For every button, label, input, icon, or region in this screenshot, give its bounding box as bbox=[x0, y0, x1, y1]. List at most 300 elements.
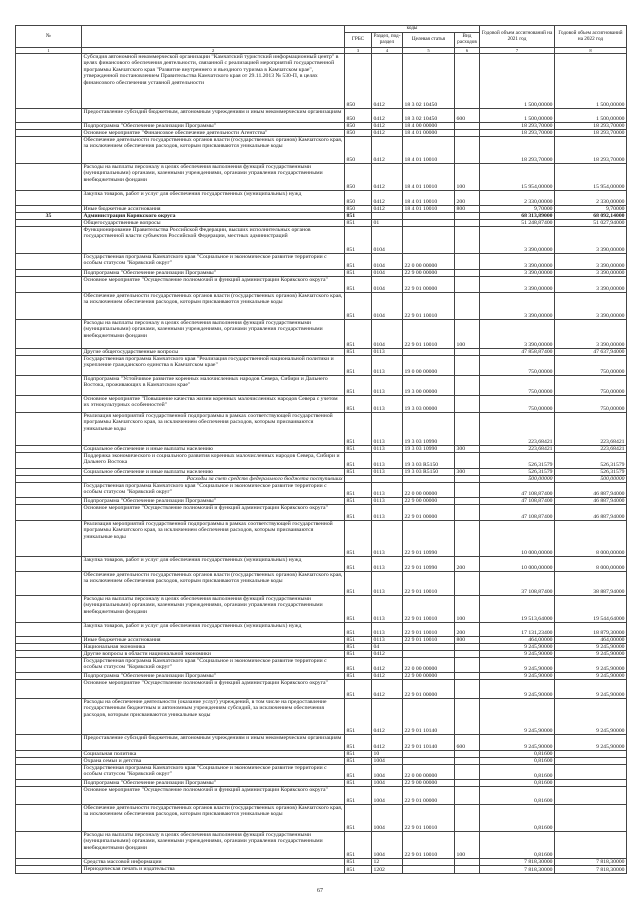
target-article-cell bbox=[403, 751, 455, 758]
section-code-cell: 0113 bbox=[372, 396, 403, 413]
target-article-cell bbox=[403, 476, 455, 483]
target-article-cell: 22 9 01 10010 bbox=[403, 572, 455, 596]
expense-type-cell bbox=[455, 644, 480, 651]
target-article-cell bbox=[403, 651, 455, 658]
table-row bbox=[16, 130, 627, 137]
target-article-cell: 22 9 00 00000 bbox=[403, 780, 455, 787]
target-article-cell: 22 9 00 00000 bbox=[403, 673, 455, 680]
item-name-cell: Расходы на выплаты персоналу в целях обеспечения выполнения функций государственными (муниципальными) органами, казенными учреждениями, органами управления государственными внебюджетными фондами bbox=[82, 164, 345, 191]
grbs-code-cell: 850 bbox=[345, 123, 372, 130]
table-row bbox=[16, 521, 627, 557]
amount-2022-cell: 9 245,90000 bbox=[555, 673, 627, 680]
amount-2021-cell: 7 818,30000 bbox=[480, 859, 555, 866]
table-row bbox=[16, 680, 627, 699]
amount-2021-cell: 0,81600 bbox=[480, 832, 555, 859]
target-article-cell: 22 0 00 00000 bbox=[403, 254, 455, 270]
column-header-section: Раздел, под-раздел bbox=[372, 33, 403, 48]
table-row bbox=[16, 220, 627, 227]
row-number-cell bbox=[16, 227, 82, 254]
expense-type-cell: 100 bbox=[455, 320, 480, 349]
column-index-cell: 4 bbox=[372, 48, 403, 54]
grbs-code-cell: 851 bbox=[345, 805, 372, 832]
amount-2022-cell: 9 245,90000 bbox=[555, 735, 627, 751]
row-number-cell bbox=[16, 206, 82, 213]
expense-type-cell: 100 bbox=[455, 596, 480, 623]
column-index-cell: 8 bbox=[555, 48, 627, 54]
grbs-code-cell bbox=[345, 476, 372, 483]
expense-type-cell bbox=[455, 54, 480, 109]
item-name-cell: Расходы на выплаты персоналу в целях обеспечения выполнения функций государственными (муниципальными) органами, казенными учреждениями, органами управления государственными внебюджетными фондами bbox=[82, 832, 345, 859]
amount-2021-cell: 3 390,00000 bbox=[480, 227, 555, 254]
column-header-2021: Годовой объем ассигнований на 2021 год bbox=[480, 26, 555, 48]
amount-2022-cell: 3 390,00000 bbox=[555, 293, 627, 320]
expense-type-cell bbox=[455, 376, 480, 396]
row-number-cell bbox=[16, 651, 82, 658]
target-article-cell: 22 9 01 10140 bbox=[403, 735, 455, 751]
expense-type-cell bbox=[455, 521, 480, 557]
amount-2021-cell: 47 858,87400 bbox=[480, 349, 555, 356]
row-number-cell bbox=[16, 859, 82, 866]
amount-2022-cell: 46 887,94000 bbox=[555, 498, 627, 505]
grbs-code-cell: 851 bbox=[345, 277, 372, 293]
item-name-cell: Подпрограмма "Обеспечение реализации Программы" bbox=[82, 673, 345, 680]
amount-2022-cell: 750,00000 bbox=[555, 376, 627, 396]
amount-2021-cell: 3 390,00000 bbox=[480, 254, 555, 270]
item-name-cell: Реализация мероприятий государственной подпрограммы в рамках соответствующей государственной программы Камчатского края, за исключением обеспечения расходов, которым присваиваются уникальные коды bbox=[82, 413, 345, 446]
item-name-cell: Социальная политика bbox=[82, 751, 345, 758]
grbs-code-cell: 850 bbox=[345, 137, 372, 164]
table-row bbox=[16, 866, 627, 874]
item-name-cell: Обеспечение деятельности государственных органов власти (государственных органов) Камчатского края, за исключением обеспечения расходов, которым присваиваются уникальные коды bbox=[82, 572, 345, 596]
table-row bbox=[16, 191, 627, 206]
grbs-code-cell: 850 bbox=[345, 109, 372, 123]
target-article-cell: 22 0 00 00000 bbox=[403, 765, 455, 780]
grbs-code-cell: 851 bbox=[345, 376, 372, 396]
grbs-code-cell: 851 bbox=[345, 483, 372, 498]
row-number-cell bbox=[16, 413, 82, 446]
table-row bbox=[16, 483, 627, 498]
row-number-cell bbox=[16, 376, 82, 396]
amount-2021-cell: 68 313,89000 bbox=[480, 213, 555, 220]
expense-type-cell bbox=[455, 254, 480, 270]
row-number-cell bbox=[16, 349, 82, 356]
column-index-cell: 1 bbox=[16, 48, 82, 54]
expense-type-cell bbox=[455, 356, 480, 376]
expense-type-cell bbox=[455, 498, 480, 505]
expense-type-cell bbox=[455, 805, 480, 832]
amount-2021-cell: 17 131,23400 bbox=[480, 623, 555, 637]
row-number-cell bbox=[16, 164, 82, 191]
amount-2022-cell bbox=[555, 832, 627, 859]
section-code-cell: 12 bbox=[372, 859, 403, 866]
section-code-cell: 0113 bbox=[372, 505, 403, 521]
row-number-cell bbox=[16, 637, 82, 644]
row-number-cell bbox=[16, 805, 82, 832]
item-name-cell: Основное мероприятие "Осуществление полномочий и функций администрации Корякского округа" bbox=[82, 680, 345, 699]
target-article-cell bbox=[403, 349, 455, 356]
row-number-cell bbox=[16, 557, 82, 572]
target-article-cell: 18 4 01 10010 bbox=[403, 164, 455, 191]
row-number-cell bbox=[16, 277, 82, 293]
section-code-cell: 1004 bbox=[372, 765, 403, 780]
section-code-cell: 0412 bbox=[372, 123, 403, 130]
section-code-cell: 0104 bbox=[372, 277, 403, 293]
target-article-cell: 22 9 01 10010 bbox=[403, 832, 455, 859]
grbs-code-cell: 851 bbox=[345, 505, 372, 521]
expense-type-cell: 200 bbox=[455, 191, 480, 206]
amount-2021-cell: 1 500,00000 bbox=[480, 54, 555, 109]
section-code-cell: 0412 bbox=[372, 651, 403, 658]
expense-type-cell: 600 bbox=[455, 735, 480, 751]
expense-type-cell bbox=[455, 780, 480, 787]
row-number-cell bbox=[16, 832, 82, 859]
section-code-cell: 0113 bbox=[372, 557, 403, 572]
target-article-cell: 22 9 01 10010 bbox=[403, 623, 455, 637]
target-article-cell: 22 9 01 10990 bbox=[403, 521, 455, 557]
expense-type-cell bbox=[455, 651, 480, 658]
item-name-cell: Подпрограмма "Устойчивое развитие коренных малочисленных народов Севера, Сибири и Дальнего Востока, проживающих в Камчатском крае" bbox=[82, 376, 345, 396]
grbs-code-cell: 850 bbox=[345, 206, 372, 213]
table-row bbox=[16, 758, 627, 765]
section-code-cell: 0104 bbox=[372, 254, 403, 270]
grbs-code-cell: 851 bbox=[345, 765, 372, 780]
row-number-cell bbox=[16, 254, 82, 270]
grbs-code-cell: 851 bbox=[345, 396, 372, 413]
table-row bbox=[16, 413, 627, 446]
column-index-cell: 3 bbox=[345, 48, 372, 54]
table-row bbox=[16, 787, 627, 805]
section-code-cell: 1004 bbox=[372, 832, 403, 859]
item-name-cell: Предоставление субсидий бюджетным, автономным учреждениям и иным некоммерческим организациям bbox=[82, 735, 345, 751]
grbs-code-cell: 851 bbox=[345, 413, 372, 446]
section-code-cell: 0113 bbox=[372, 483, 403, 498]
expense-type-cell bbox=[455, 483, 480, 498]
item-name-cell: Обеспечение деятельности государственных органов власти (государственных органов) Камчатского края, за исключением обеспечения расходов, которым присваиваются уникальные коды bbox=[82, 293, 345, 320]
table-row bbox=[16, 859, 627, 866]
grbs-code-cell: 851 bbox=[345, 572, 372, 596]
grbs-code-cell: 850 bbox=[345, 130, 372, 137]
item-name-cell: Подпрограмма "Обеспечение реализации Программы" bbox=[82, 780, 345, 787]
item-name-cell: Закупка товаров, работ и услуг для обеспечения государственных (муниципальных) нужд bbox=[82, 623, 345, 637]
expense-type-cell bbox=[455, 270, 480, 277]
expense-type-cell: 100 bbox=[455, 832, 480, 859]
section-code-cell: 0113 bbox=[372, 349, 403, 356]
target-article-cell: 22 9 00 00000 bbox=[403, 498, 455, 505]
target-article-cell: 19 0 00 00000 bbox=[403, 356, 455, 376]
table-row bbox=[16, 213, 627, 220]
amount-2022-cell bbox=[555, 758, 627, 765]
section-code-cell: 0113 bbox=[372, 413, 403, 446]
amount-2021-cell: 750,00000 bbox=[480, 396, 555, 413]
row-number-cell bbox=[16, 765, 82, 780]
amount-2021-cell: 10 000,00000 bbox=[480, 557, 555, 572]
amount-2021-cell: 15 954,00000 bbox=[480, 164, 555, 191]
table-row bbox=[16, 805, 627, 832]
row-number-cell bbox=[16, 644, 82, 651]
item-name-cell: Расходы за счет средств федерального бюджета поступивших bbox=[82, 476, 345, 483]
item-name-cell: Другие общегосударственные вопросы bbox=[82, 349, 345, 356]
table-row bbox=[16, 206, 627, 213]
page-number: 67 bbox=[317, 888, 323, 894]
section-code-cell: 0412 bbox=[372, 54, 403, 109]
item-name-cell: Основное мероприятие "Повышение качества жизни коренных малочисленных народов Севера с учетом их этнокультурных особенностей" bbox=[82, 396, 345, 413]
amount-2022-cell: 1 500,00000 bbox=[555, 109, 627, 123]
section-code-cell: 0412 bbox=[372, 109, 403, 123]
column-header-2022: Годовой объем ассигнований на 2022 год bbox=[555, 26, 627, 48]
item-name-cell: Поддержка экономического и социального развития коренных малочисленных народов Севера, Сибири и Дальнего Востока bbox=[82, 453, 345, 469]
amount-2021-cell: 9 245,90000 bbox=[480, 673, 555, 680]
grbs-code-cell: 851 bbox=[345, 498, 372, 505]
section-code-cell: 10 bbox=[372, 751, 403, 758]
grbs-code-cell: 851 bbox=[345, 557, 372, 572]
section-code-cell: 0412 bbox=[372, 137, 403, 164]
amount-2021-cell: 223,68421 bbox=[480, 446, 555, 453]
expense-type-cell: 200 bbox=[455, 623, 480, 637]
section-code-cell: 0104 bbox=[372, 320, 403, 349]
amount-2021-cell: 3 390,00000 bbox=[480, 270, 555, 277]
item-name-cell: Расходы на обеспечение деятельности (оказание услуг) учреждений, в том числе на предоставление государственным бюджетным и автономным учреждениям субсидий, за исключением обеспечения расходов, которым присваиваются уникальные коды bbox=[82, 699, 345, 735]
item-name-cell: Подпрограмма "Обеспечение реализации Программы" bbox=[82, 498, 345, 505]
section-code-cell: 0113 bbox=[372, 498, 403, 505]
amount-2021-cell: 3 390,00000 bbox=[480, 277, 555, 293]
expense-type-cell bbox=[455, 758, 480, 765]
target-article-cell: 18 4 01 10010 bbox=[403, 191, 455, 206]
target-article-cell: 22 9 01 10010 bbox=[403, 320, 455, 349]
table-row bbox=[16, 623, 627, 637]
amount-2022-cell: 15 954,00000 bbox=[555, 164, 627, 191]
grbs-code-cell: 851 bbox=[345, 832, 372, 859]
amount-2021-cell: 526,31579 bbox=[480, 469, 555, 476]
target-article-cell: 22 9 01 10010 bbox=[403, 293, 455, 320]
item-name-cell: Национальная экономика bbox=[82, 644, 345, 651]
amount-2021-cell: 18 293,70000 bbox=[480, 137, 555, 164]
amount-2022-cell: 3 390,00000 bbox=[555, 227, 627, 254]
row-number-cell bbox=[16, 453, 82, 469]
section-code-cell: 0113 bbox=[372, 623, 403, 637]
row-number-cell bbox=[16, 123, 82, 130]
expense-type-cell: 300 bbox=[455, 446, 480, 453]
item-name-cell: Администрация Корякского округа bbox=[82, 213, 345, 220]
column-index-cell: 6 bbox=[455, 48, 480, 54]
amount-2021-cell: 18 293,70000 bbox=[480, 123, 555, 130]
grbs-code-cell: 851 bbox=[345, 787, 372, 805]
amount-2021-cell: 9 245,90000 bbox=[480, 680, 555, 699]
target-article-cell bbox=[403, 644, 455, 651]
expense-type-cell: 100 bbox=[455, 164, 480, 191]
target-article-cell: 19 3 00 00000 bbox=[403, 376, 455, 396]
grbs-code-cell: 851 bbox=[345, 596, 372, 623]
table-row bbox=[16, 572, 627, 596]
grbs-code-cell: 851 bbox=[345, 859, 372, 866]
row-number-cell bbox=[16, 476, 82, 483]
amount-2022-cell bbox=[555, 765, 627, 780]
section-code-cell: 0113 bbox=[372, 356, 403, 376]
target-article-cell: 18 4 01 10010 bbox=[403, 137, 455, 164]
amount-2022-cell: 2 330,00000 bbox=[555, 191, 627, 206]
table-body bbox=[16, 54, 627, 874]
expense-type-cell bbox=[455, 680, 480, 699]
expense-type-cell bbox=[455, 396, 480, 413]
expense-type-cell bbox=[455, 130, 480, 137]
item-name-cell: Периодическая печать и издательства bbox=[82, 866, 345, 874]
item-name-cell: Социальное обеспечение и иные выплаты населению bbox=[82, 469, 345, 476]
row-number-cell bbox=[16, 866, 82, 874]
expense-type-cell: 300 bbox=[455, 469, 480, 476]
item-name-cell: Государственная программа Камчатского края "Социальное и экономическое развитие территории с особым статусом "Корякский округ" bbox=[82, 483, 345, 498]
amount-2021-cell: 0,81600 bbox=[480, 751, 555, 758]
amount-2022-cell: 526,31579 bbox=[555, 453, 627, 469]
table-row bbox=[16, 498, 627, 505]
amount-2021-cell: 0,81600 bbox=[480, 765, 555, 780]
grbs-code-cell: 851 bbox=[345, 213, 372, 220]
expense-type-cell bbox=[455, 572, 480, 596]
target-article-cell: 19 3 03 00000 bbox=[403, 396, 455, 413]
grbs-code-cell: 851 bbox=[345, 349, 372, 356]
row-number-cell bbox=[16, 758, 82, 765]
item-name-cell: Обеспечение деятельности государственных органов власти (государственных органов) Камчатского края, за исключением обеспечения расходов, которым присваиваются уникальные коды bbox=[82, 805, 345, 832]
item-name-cell: Закупка товаров, работ и услуг для обеспечения государственных (муниципальных) нужд bbox=[82, 557, 345, 572]
target-article-cell: 18 4 00 00000 bbox=[403, 123, 455, 130]
row-number-cell bbox=[16, 293, 82, 320]
section-code-cell: 0412 bbox=[372, 735, 403, 751]
amount-2021-cell: 3 390,00000 bbox=[480, 293, 555, 320]
column-index-cell: 5 bbox=[403, 48, 455, 54]
grbs-code-cell: 851 bbox=[345, 220, 372, 227]
column-index-cell: 7 bbox=[480, 48, 555, 54]
row-number-cell bbox=[16, 270, 82, 277]
amount-2022-cell: 3 390,00000 bbox=[555, 254, 627, 270]
item-name-cell: Подпрограмма "Обеспечение реализации Программы" bbox=[82, 123, 345, 130]
amount-2021-cell: 500,00000 bbox=[480, 476, 555, 483]
table-row bbox=[16, 446, 627, 453]
expense-type-cell bbox=[455, 227, 480, 254]
amount-2022-cell: 3 390,00000 bbox=[555, 320, 627, 349]
grbs-code-cell: 851 bbox=[345, 623, 372, 637]
grbs-code-cell: 851 bbox=[345, 446, 372, 453]
expense-type-cell bbox=[455, 453, 480, 469]
amount-2022-cell: 7 818,30000 bbox=[555, 866, 627, 874]
table-row bbox=[16, 54, 627, 109]
row-number-cell bbox=[16, 780, 82, 787]
table-row bbox=[16, 476, 627, 483]
table-row bbox=[16, 780, 627, 787]
row-number-cell bbox=[16, 320, 82, 349]
column-header-number: № bbox=[16, 26, 82, 48]
amount-2022-cell: 526,31579 bbox=[555, 469, 627, 476]
grbs-code-cell: 851 bbox=[345, 780, 372, 787]
target-article-cell: 19 3 03 10990 bbox=[403, 413, 455, 446]
target-article-cell: 22 9 01 00000 bbox=[403, 787, 455, 805]
row-number-cell bbox=[16, 130, 82, 137]
target-article-cell: 22 9 01 10140 bbox=[403, 699, 455, 735]
item-name-cell: Иные бюджетные ассигнования bbox=[82, 637, 345, 644]
section-code-cell: 0412 bbox=[372, 206, 403, 213]
row-number-cell bbox=[16, 596, 82, 623]
table-row bbox=[16, 123, 627, 130]
amount-2021-cell: 10 000,00000 bbox=[480, 521, 555, 557]
section-code-cell: 0412 bbox=[372, 164, 403, 191]
item-name-cell: Расходы на выплаты персоналу в целях обеспечения выполнения функций государственными (муниципальными) органами, казенными учреждениями, органами управления государственными внебюджетными фондами bbox=[82, 596, 345, 623]
column-header-expense-type: Вид расходов bbox=[455, 33, 480, 48]
section-code-cell bbox=[372, 213, 403, 220]
amount-2022-cell: 9 245,90000 bbox=[555, 680, 627, 699]
expense-type-cell: 600 bbox=[455, 109, 480, 123]
item-name-cell: Обеспечение деятельности государственных органов власти (государственных органов) Камчатского края, за исключением обеспечения расходов, которым присваиваются уникальные коды bbox=[82, 137, 345, 164]
grbs-code-cell: 851 bbox=[345, 751, 372, 758]
section-code-cell: 0412 bbox=[372, 680, 403, 699]
row-number-cell bbox=[16, 751, 82, 758]
row-number-cell bbox=[16, 572, 82, 596]
target-article-cell: 18 4 01 00000 bbox=[403, 130, 455, 137]
item-name-cell: Другие вопросы в области национальной экономики bbox=[82, 651, 345, 658]
section-code-cell: 0104 bbox=[372, 293, 403, 320]
target-article-cell: 22 9 01 10010 bbox=[403, 805, 455, 832]
target-article-cell bbox=[403, 758, 455, 765]
amount-2022-cell: 18 293,70000 bbox=[555, 137, 627, 164]
row-number-cell bbox=[16, 137, 82, 164]
amount-2021-cell: 464,00000 bbox=[480, 637, 555, 644]
grbs-code-cell: 851 bbox=[345, 521, 372, 557]
table-row bbox=[16, 396, 627, 413]
section-code-cell: 0113 bbox=[372, 521, 403, 557]
row-number-cell bbox=[16, 498, 82, 505]
target-article-cell bbox=[403, 227, 455, 254]
amount-2022-cell: 38 887,94000 bbox=[555, 572, 627, 596]
grbs-code-cell: 850 bbox=[345, 54, 372, 109]
expense-type-cell bbox=[455, 505, 480, 521]
amount-2022-cell: 223,68421 bbox=[555, 446, 627, 453]
section-code-cell: 1202 bbox=[372, 866, 403, 874]
target-article-cell: 22 9 01 10010 bbox=[403, 596, 455, 623]
table-row bbox=[16, 293, 627, 320]
table-header bbox=[16, 26, 627, 54]
table-row bbox=[16, 505, 627, 521]
table-row bbox=[16, 644, 627, 651]
amount-2021-cell: 2 330,00000 bbox=[480, 191, 555, 206]
amount-2021-cell: 19 513,64000 bbox=[480, 596, 555, 623]
row-number-cell bbox=[16, 191, 82, 206]
table-row bbox=[16, 751, 627, 758]
column-header-name bbox=[82, 26, 345, 48]
amount-2022-cell bbox=[555, 780, 627, 787]
amount-2022-cell: 9 245,90000 bbox=[555, 699, 627, 735]
item-name-cell: Государственная программа Камчатского края "Реализация государственной национальной политики и укрепление гражданского единства в Камчатском крае" bbox=[82, 356, 345, 376]
item-name-cell: Закупка товаров, работ и услуг для обеспечения государственных (муниципальных) нужд bbox=[82, 191, 345, 206]
grbs-code-cell: 851 bbox=[345, 254, 372, 270]
budget-table bbox=[15, 25, 627, 874]
amount-2021-cell: 9 245,90000 bbox=[480, 699, 555, 735]
amount-2022-cell: 8 000,00000 bbox=[555, 557, 627, 572]
expense-type-cell bbox=[455, 751, 480, 758]
expense-type-cell bbox=[455, 476, 480, 483]
expense-type-cell bbox=[455, 123, 480, 130]
item-name-cell: Расходы на выплаты персоналу в целях обеспечения выполнения функций государственными (муниципальными) органами, казенными учреждениями, органами управления государственными внебюджетными фондами bbox=[82, 320, 345, 349]
section-code-cell: 04 bbox=[372, 644, 403, 651]
grbs-code-cell: 851 bbox=[345, 735, 372, 751]
amount-2021-cell: 47 108,87400 bbox=[480, 505, 555, 521]
target-article-cell: 22 0 00 00000 bbox=[403, 658, 455, 673]
target-article-cell: 22 9 01 00000 bbox=[403, 505, 455, 521]
grbs-code-cell: 851 bbox=[345, 320, 372, 349]
expense-type-cell: 200 bbox=[455, 557, 480, 572]
table-row bbox=[16, 227, 627, 254]
expense-type-cell bbox=[455, 349, 480, 356]
target-article-cell: 18 3 02 10450 bbox=[403, 54, 455, 109]
section-code-cell: 1004 bbox=[372, 787, 403, 805]
grbs-code-cell: 851 bbox=[345, 469, 372, 476]
amount-2021-cell: 9,70000 bbox=[480, 206, 555, 213]
amount-2021-cell: 7 818,30000 bbox=[480, 866, 555, 874]
